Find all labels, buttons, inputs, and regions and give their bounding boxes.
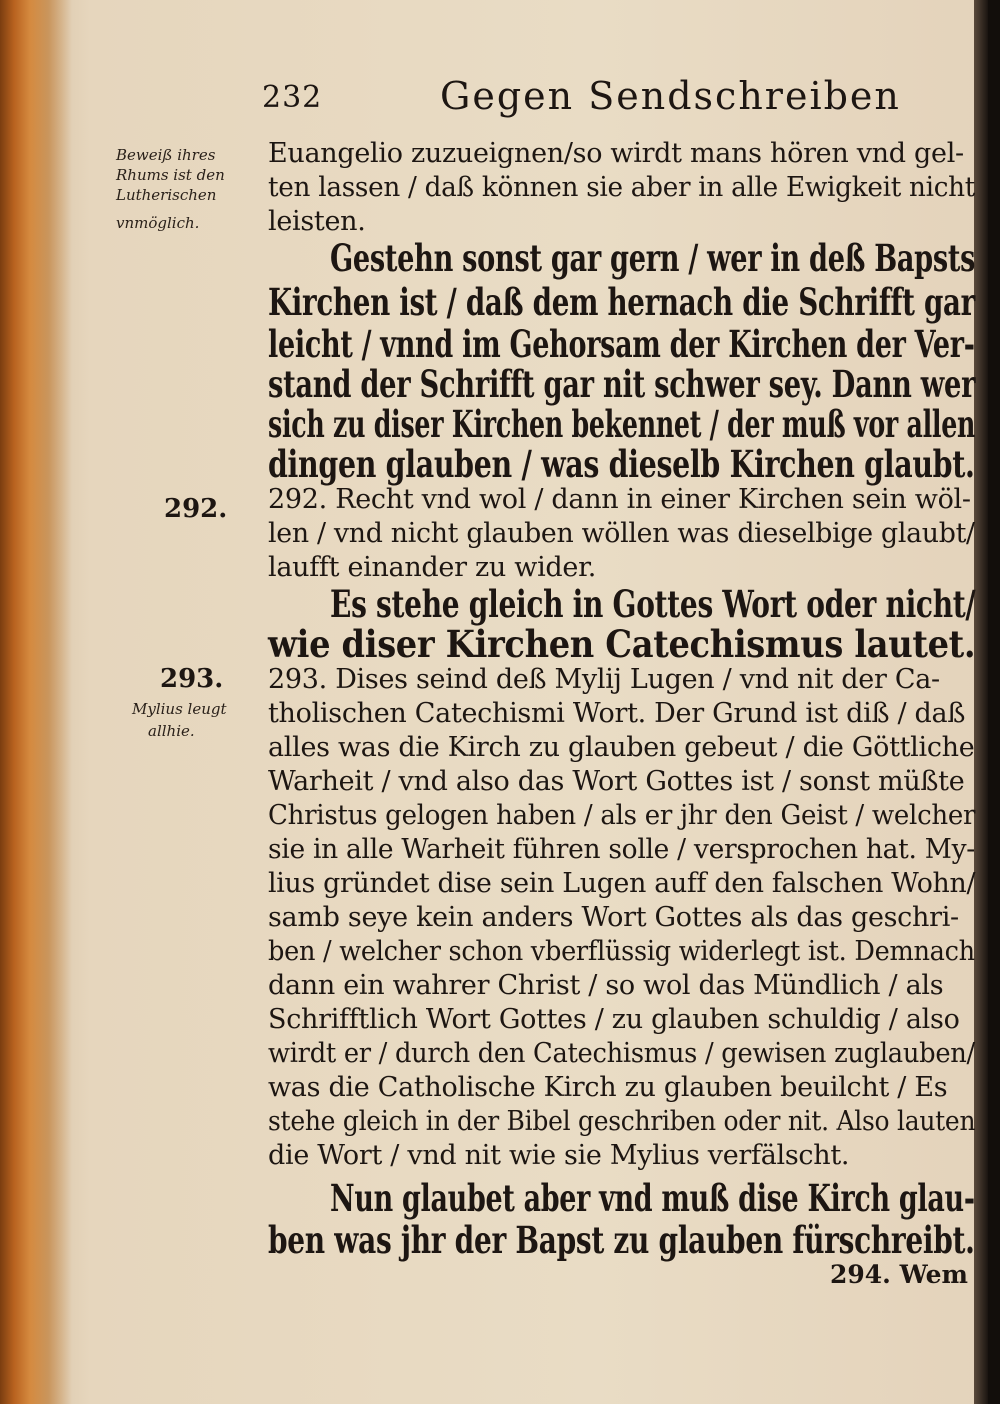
body-line: laufft einander zu wider. [268, 552, 597, 583]
margin-number: 292. [164, 494, 228, 524]
quoted-line: Nun glaubet aber vnd muß dise Kirch glau- [330, 1176, 975, 1220]
quoted-line: stand der Schrifft gar nit schwer sey. Dann wer [268, 362, 976, 406]
body-line: lius gründet dise sein Lugen auff den falschen Wohn/ [268, 868, 976, 899]
body-line: was die Catholische Kirch zu glauben beuilcht / Es [268, 1072, 948, 1103]
quoted-line: Es stehe gleich in Gottes Wort oder nicht/ [330, 582, 976, 626]
margin-number: 293. [160, 664, 224, 694]
body-line: ben / welcher schon vberflüssig widerlegt ist. Demnach [268, 936, 975, 967]
body-line: ten lassen / daß können sie aber in alle Ewigkeit nicht [268, 172, 976, 203]
margin-note-line: allhie. [148, 722, 195, 740]
body-line: samb seye kein anders Wort Gottes als das geschri- [268, 902, 959, 933]
margin-note-line: Beweiß ihres [116, 146, 216, 164]
margin-note-line: Lutherischen [116, 186, 217, 204]
quoted-line: Gestehn sonst gar gern / wer in deß Bapsts [330, 236, 976, 280]
quoted-line: wie diser Kirchen Catechismus lautet. [268, 622, 976, 666]
quoted-line: ben was jhr der Bapst zu glauben fürschreibt. [268, 1218, 975, 1262]
body-line: tholischen Catechismi Wort. Der Grund ist diß / daß [268, 698, 966, 729]
quoted-line: leicht / vnnd im Gehorsam der Kirchen der Ver- [268, 322, 975, 366]
quoted-line: Kirchen ist / daß dem hernach die Schrifft gar [268, 280, 975, 324]
catchword: 294. Wem [830, 1260, 968, 1289]
body-line: sie in alle Warheit führen solle / versprochen hat. My- [268, 834, 975, 865]
body-line: Euangelio zuzueignen/so wirdt mans hören vnd gel- [268, 138, 964, 169]
margin-note-line: Mylius leugt [132, 700, 227, 718]
body-line: Warheit / vnd also das Wort Gottes ist / sonst müßte [268, 766, 965, 797]
body-line: leisten. [268, 206, 366, 237]
body-line: len / vnd nicht glauben wöllen was dieselbige glaubt/ [268, 518, 975, 549]
margin-note-line: vnmöglich. [116, 214, 200, 232]
margin-note-line: Rhums ist den [116, 166, 225, 184]
body-line: 293. Dises seind deß Mylij Lugen / vnd nit der Ca- [268, 664, 940, 695]
body-line: alles was die Kirch zu glauben gebeut / die Göttliche [268, 732, 975, 763]
body-line: stehe gleich in der Bibel geschriben oder nit. Also lauten [268, 1106, 976, 1137]
body-line: dann ein wahrer Christ / so wol das Mündlich / als [268, 970, 944, 1001]
body-line: 292. Recht vnd wol / dann in einer Kirchen sein wöl- [268, 484, 971, 515]
quoted-line: dingen glauben / was dieselb Kirchen glaubt. [268, 442, 975, 486]
page-right-edge [974, 0, 988, 1404]
quoted-line: sich zu diser Kirchen bekennet / der muß vor allen [268, 402, 976, 446]
page-binding-edge [0, 0, 72, 1404]
body-line: die Wort / vnd nit wie sie Mylius verfälscht. [268, 1140, 850, 1171]
running-head: Gegen Sendschreiben [440, 74, 901, 118]
body-line: Christus gelogen haben / als er jhr den Geist / welcher [268, 800, 976, 831]
page-number: 232 [262, 80, 323, 115]
body-line: Schrifftlich Wort Gottes / zu glauben schuldig / also [268, 1004, 960, 1035]
body-line: wirdt er / durch den Catechismus / gewisen zuglauben/ [268, 1038, 975, 1069]
